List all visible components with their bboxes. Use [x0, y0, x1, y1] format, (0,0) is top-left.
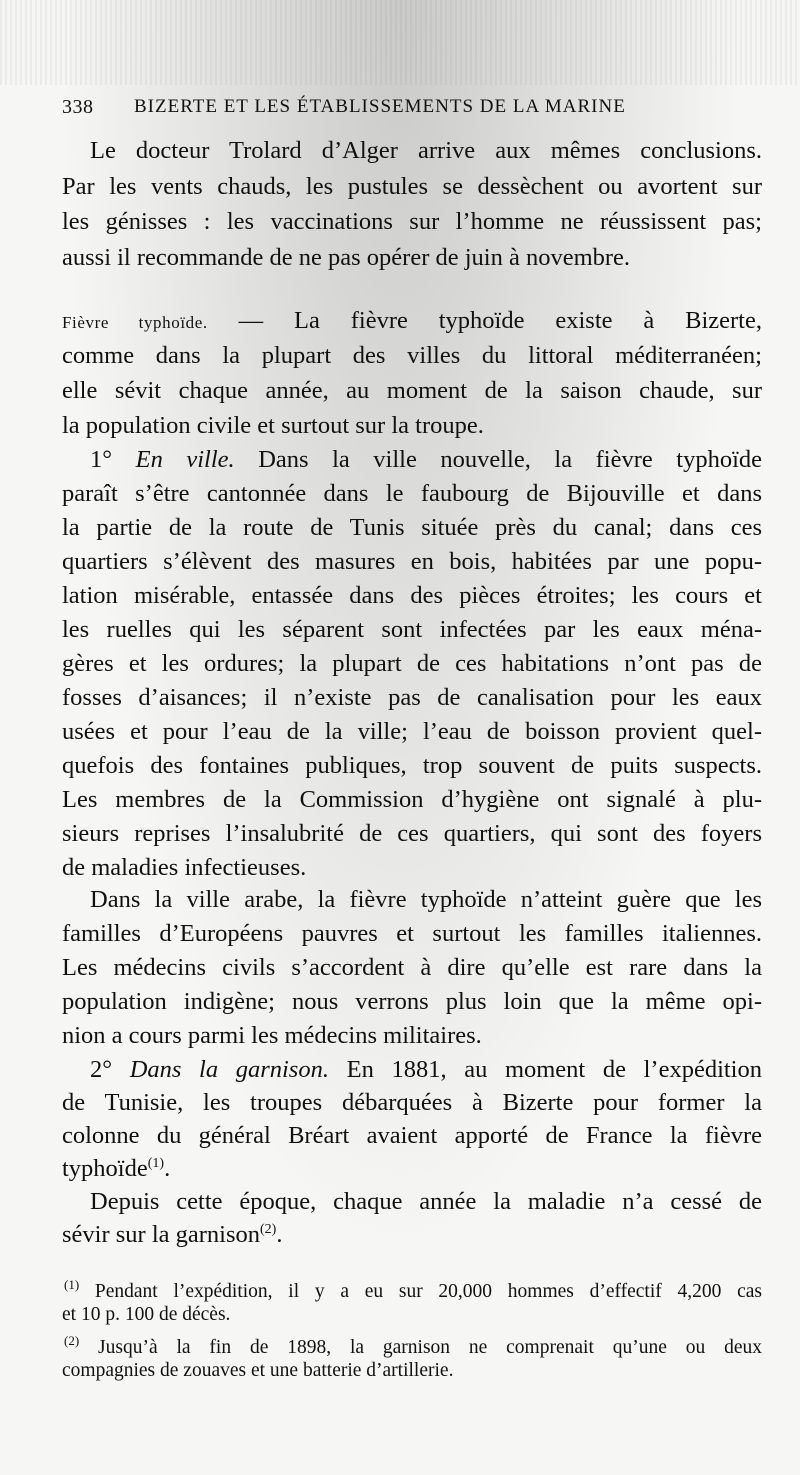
text-line: paraît s’être cantonnée dans le faubourg de Bijouville et dans [62, 480, 762, 507]
footnote-text: et 10 p. 100 de décès. [62, 1304, 231, 1325]
text-line: les génisses : les vaccinations sur l’homme ne réussissent pas; [62, 208, 762, 235]
subsection-number: 2° [90, 1056, 113, 1083]
footnote [64, 1278, 762, 1302]
text-line [62, 1157, 762, 1182]
text-line: nion a cours parmi les médecins militaires. [62, 1022, 482, 1049]
text-line: Le docteur Trolard d’Alger arrive aux mêmes conclusions. [90, 137, 762, 164]
text-line: de maladies infectieuses. [62, 854, 307, 881]
text-run: En 1881, au moment de l’expédition [328, 1056, 762, 1083]
footnote-mark: (1) [64, 1277, 80, 1292]
footnote-ref[interactable]: (1) [147, 1156, 165, 1171]
footnote-text: Pendant l’expédition, il y a eu sur 20,000 hommes d’effectif 4,200 cas [94, 1281, 762, 1302]
subsection-first-line [90, 448, 762, 473]
text-run: — La fièvre typhoïde existe à Bizerte, [207, 307, 762, 334]
footnote [64, 1334, 762, 1358]
section-first-line [62, 309, 762, 334]
text-run: . [276, 1221, 283, 1248]
text-line: Depuis cette époque, chaque année la maladie n’a cessé de [90, 1188, 762, 1215]
text-line: fosses d’aisances; il n’existe pas de canalisation pour les eaux [62, 684, 762, 711]
footnote-ref[interactable]: (2) [260, 1222, 277, 1237]
footnote-text: Jusqu’à la fin de 1898, la garnison ne comprenait qu’une ou deux [98, 1337, 763, 1358]
subsection-number: 1° [90, 446, 113, 473]
page-header [62, 96, 722, 122]
text-run: . [164, 1155, 171, 1182]
text-line: Dans la ville arabe, la fièvre typhoïde n’atteint guère que les [90, 886, 762, 913]
text-line: usées et pour l’eau de la ville; l’eau de boisson provient quel- [62, 718, 762, 745]
text-line: elle sévit chaque année, au moment de la saison chaude, sur [62, 377, 762, 404]
text-line: quartiers s’élèvent des masures en bois, habitées par une popu- [62, 548, 762, 575]
text-line [62, 1223, 762, 1248]
text-line: la partie de la route de Tunis située près du canal; dans ces [62, 514, 762, 541]
text-line: sieurs reprises l’insalubrité de ces quartiers, qui sont des foyers [62, 820, 762, 847]
text-line: Les membres de la Commission d’hygiène ont signalé à plu- [62, 786, 762, 813]
text-line: population indigène; nous verrons plus loin que la même opi- [62, 988, 762, 1015]
text-line: gères et les ordures; la plupart de ces habitations n’ont pas de [62, 650, 762, 677]
text-line: lation misérable, entassée dans des pièces étroites; les cours et [62, 582, 762, 609]
text-line: comme dans la plupart des villes du littoral méditerranéen; [62, 342, 762, 369]
section-heading: Fièvre typhoïde. [62, 313, 208, 332]
text-line: les ruelles qui les séparent sont infectées par les eaux ména- [62, 616, 762, 643]
running-title: BIZERTE ET LES ÉTABLISSEMENTS DE LA MARINE [134, 96, 626, 117]
subsection-first-line [90, 1058, 762, 1083]
text-run: Dans la ville nouvelle, la fièvre typhoïde [234, 446, 763, 473]
scan-margin [0, 0, 800, 85]
footnote-mark: (2) [64, 1333, 80, 1348]
text-run: typhoïde [62, 1155, 148, 1182]
footnote-text: compagnies de zouaves et une batterie d’artillerie. [62, 1360, 454, 1381]
text-line: colonne du général Bréart avaient apporté de France la fièvre [62, 1122, 762, 1149]
page-number: 338 [62, 96, 94, 118]
text-run: sévir sur la garnison [62, 1221, 260, 1248]
text-line: quefois des fontaines publiques, trop souvent de puits suspects. [62, 752, 762, 779]
text-line: familles d’Européens pauvres et surtout les familles italiennes. [62, 920, 762, 947]
text-line: aussi il recommande de ne pas opérer de juin à novembre. [62, 244, 631, 271]
text-line: Par les vents chauds, les pustules se dessèchent ou avortent sur [62, 173, 762, 200]
text-line: Les médecins civils s’accordent à dire qu’elle est rare dans la [62, 954, 762, 981]
subsection-label: Dans la garnison. [129, 1056, 329, 1083]
text-line: la population civile et surtout sur la troupe. [62, 412, 484, 439]
text-line: de Tunisie, les troupes débarquées à Bizerte pour former la [62, 1089, 762, 1116]
subsection-label: En ville. [135, 446, 235, 473]
